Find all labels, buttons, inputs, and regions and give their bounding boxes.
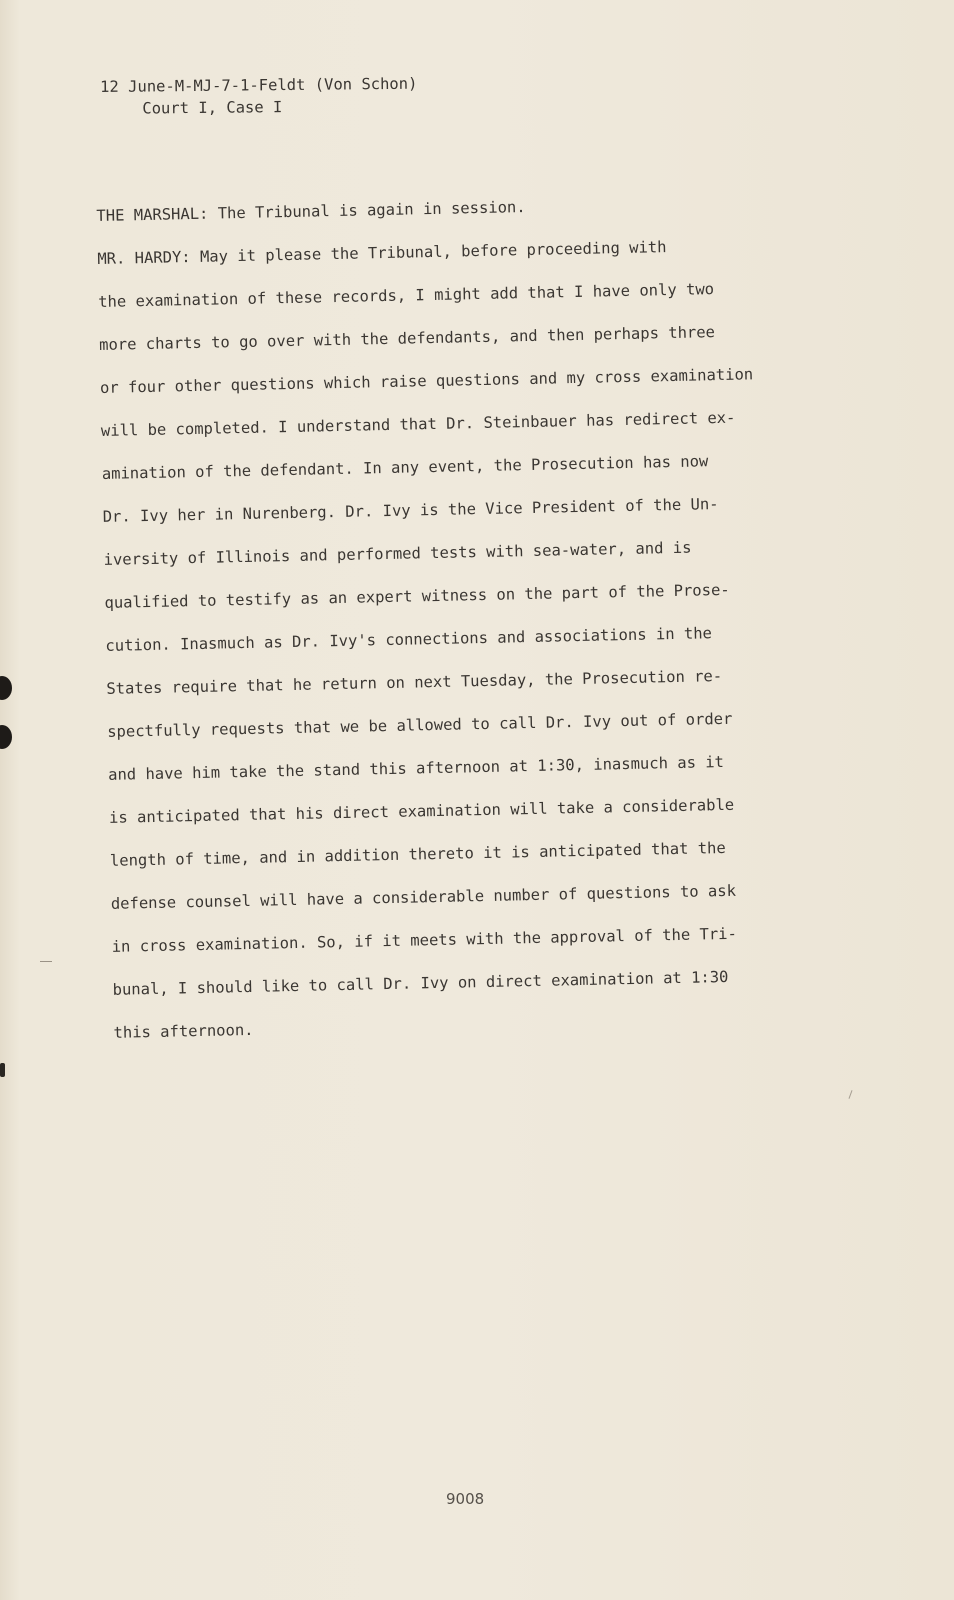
transcript-line: length of time, and in addition thereto it is anticipated that the — [109, 838, 726, 870]
transcript-line: Dr. Ivy her in Nurenberg. Dr. Ivy is the Vice President of the Un- — [102, 495, 719, 526]
header-case-reference: 12 June-M-MJ-7-1-Feldt (Von Schon) — [100, 74, 418, 96]
transcript-line: THE MARSHAL: The Tribunal is again in session. — [96, 198, 526, 225]
transcript-line: spectfully requests that we be allowed to call Dr. Ivy out of order — [107, 709, 733, 741]
transcript-line: will be completed. I understand that Dr. Steinbauer has redirect ex- — [100, 408, 736, 440]
punch-hole — [0, 725, 12, 749]
transcript-line: and have him take the stand this afternoon at 1:30, inasmuch as it — [107, 752, 725, 784]
margin-tick — [848, 1090, 852, 1099]
margin-dash — [40, 961, 52, 962]
transcript-body — [96, 180, 814, 1054]
transcript-line: cution. Inasmuch as Dr. Ivy's connections and associations in the — [105, 624, 713, 655]
transcript-line: iversity of Illinois and performed tests with sea-water, and is — [103, 538, 692, 569]
transcript-line: MR. HARDY: May it please the Tribunal, before proceeding with — [97, 238, 667, 268]
header-court: Court I, Case I — [142, 98, 283, 118]
transcript-line: more charts to go over with the defendants, and then perhaps three — [98, 323, 716, 354]
transcript-line: amination of the defendant. In any event, the Prosecution has now — [101, 452, 709, 483]
transcript-line: States require that he return on next Tuesday, the Prosecution re- — [106, 666, 723, 698]
transcript-line: in cross examination. So, if it meets with the approval of the Tri- — [111, 924, 738, 956]
document-header — [100, 73, 418, 120]
transcript-line: the examination of these records, I might add that I have only two — [98, 280, 715, 311]
transcript-line: is anticipated that his direct examination will take a considerable — [108, 795, 735, 827]
transcript-line: defense counsel will have a considerable number of questions to ask — [110, 881, 737, 913]
punch-hole — [0, 676, 12, 700]
transcript-line: or four other questions which raise questions and my cross examination — [99, 365, 754, 397]
transcript-line: qualified to testify as an expert witness on the part of the Prose- — [104, 580, 730, 612]
transcript-line: this afternoon. — [113, 1020, 254, 1042]
transcript-line: bunal, I should like to call Dr. Ivy on direct examination at 1:30 — [112, 967, 729, 999]
page-number: 9008 — [446, 1490, 485, 1508]
edge-mark — [0, 1063, 5, 1077]
